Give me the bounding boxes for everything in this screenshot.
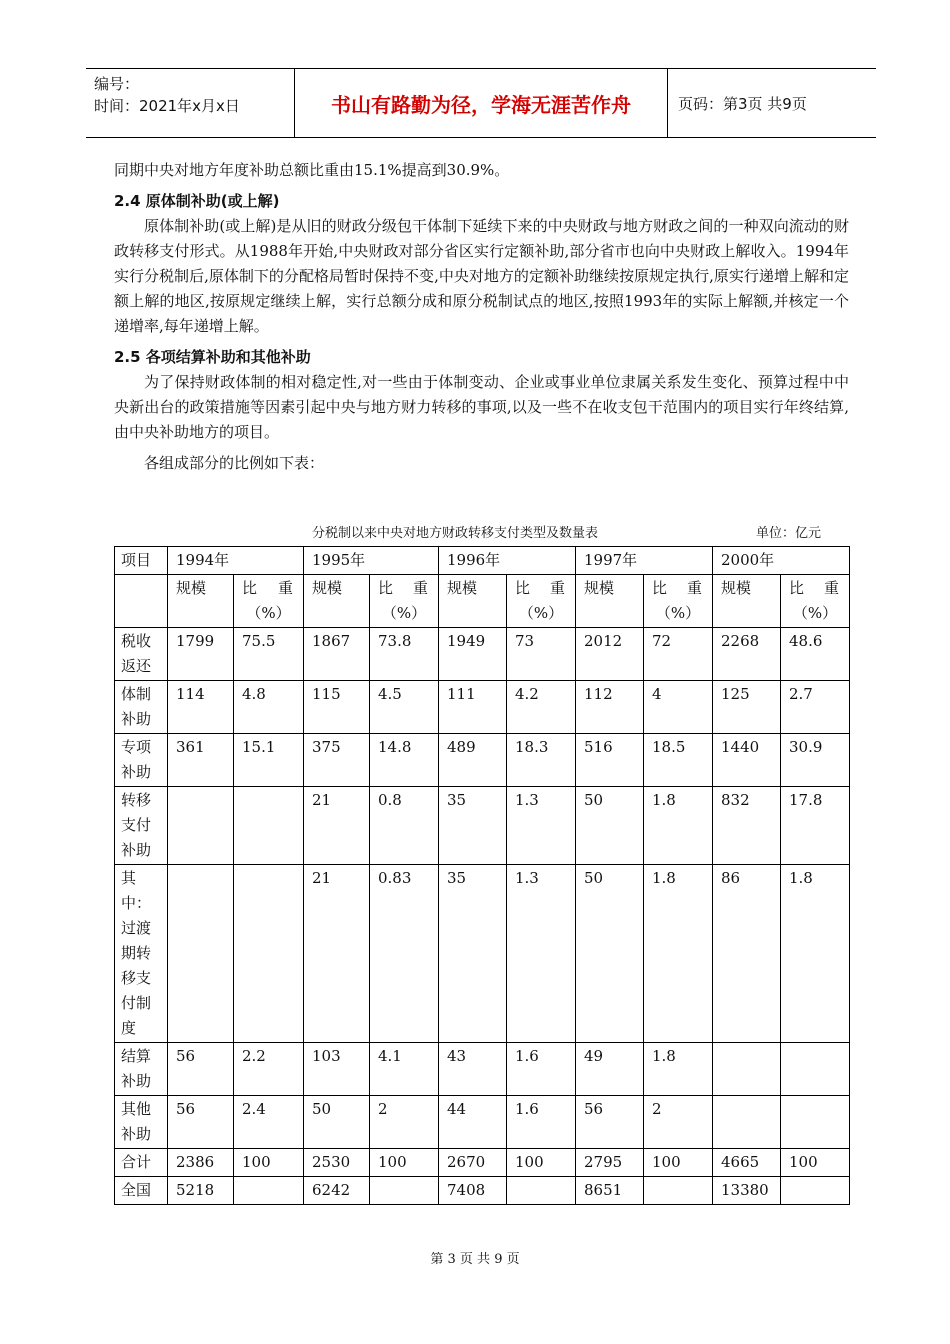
ratio-header-unit: （%） [518, 604, 564, 622]
scale-cell: 35 [439, 787, 507, 865]
ratio-header-b: 重 [549, 579, 565, 597]
scale-header: 规模 [168, 575, 234, 628]
ratio-cell: 4.1 [370, 1043, 439, 1096]
ratio-cell: 0.83 [370, 865, 439, 1043]
scale-cell: 21 [304, 787, 370, 865]
ratio-cell: 4.5 [370, 681, 439, 734]
ratio-cell: 1.8 [644, 865, 713, 1043]
scale-cell: 50 [304, 1096, 370, 1149]
table-row [115, 1149, 850, 1177]
page-header [86, 68, 876, 138]
ratio-cell: 30.9 [781, 734, 850, 787]
scale-cell: 44 [439, 1096, 507, 1149]
scale-cell: 1949 [439, 628, 507, 681]
ratio-cell: 1.8 [644, 1043, 713, 1096]
scale-cell: 2386 [168, 1149, 234, 1177]
table-row [115, 1177, 850, 1205]
ratio-cell [781, 1043, 850, 1096]
ratio-cell: 100 [234, 1149, 304, 1177]
scale-cell: 1867 [304, 628, 370, 681]
ratio-cell: 73.8 [370, 628, 439, 681]
row-label: 全国 [115, 1177, 168, 1205]
table-unit: 单位：亿元 [755, 526, 821, 541]
scale-cell: 8651 [576, 1177, 644, 1205]
ratio-cell [781, 1096, 850, 1149]
table-row [115, 628, 850, 681]
year-header: 1994年 [168, 547, 304, 575]
heading-2-5: 2.5 各项结算补助和其他补助 [114, 348, 311, 366]
table-row [115, 1096, 850, 1149]
table-row [115, 865, 850, 1043]
scale-cell: 2012 [576, 628, 644, 681]
scale-cell: 112 [576, 681, 644, 734]
paragraph-2-5: 为了保持财政体制的相对稳定性,对一些由于体制变动、企业或事业单位隶属关系发生变化、预算过程中中央新出台的政策措施等因素引起中央与地方财力转移的事项,以及一些不在收支包干范围内的项目实行年终结算,由中央补助地方的项目。 [114, 373, 849, 441]
ratio-header [644, 575, 713, 628]
scale-cell [713, 1043, 781, 1096]
header-meta [86, 69, 295, 137]
ratio-header-unit: （%） [792, 604, 838, 622]
ratio-cell: 1.6 [507, 1096, 576, 1149]
ratio-cell: 1.8 [781, 865, 850, 1043]
scale-header: 规模 [439, 575, 507, 628]
ratio-cell: 48.6 [781, 628, 850, 681]
scale-cell: 6242 [304, 1177, 370, 1205]
row-label: 合计 [115, 1149, 168, 1177]
scale-cell: 56 [168, 1096, 234, 1149]
scale-cell: 1799 [168, 628, 234, 681]
ratio-cell: 2 [370, 1096, 439, 1149]
scale-cell: 86 [713, 865, 781, 1043]
scale-cell: 43 [439, 1043, 507, 1096]
table-body [115, 628, 850, 1205]
scale-cell: 21 [304, 865, 370, 1043]
ratio-cell [370, 1177, 439, 1205]
scale-cell: 56 [168, 1043, 234, 1096]
item-header: 项目 [115, 547, 168, 575]
ratio-cell: 4 [644, 681, 713, 734]
ratio-header-b: 重 [277, 579, 293, 597]
scale-cell: 103 [304, 1043, 370, 1096]
scale-cell: 111 [439, 681, 507, 734]
scale-cell: 2670 [439, 1149, 507, 1177]
scale-cell: 125 [713, 681, 781, 734]
scale-cell: 13380 [713, 1177, 781, 1205]
scale-cell: 375 [304, 734, 370, 787]
ratio-cell: 73 [507, 628, 576, 681]
scale-cell [168, 787, 234, 865]
ratio-cell [234, 787, 304, 865]
ratio-cell: 4.8 [234, 681, 304, 734]
scale-cell: 35 [439, 865, 507, 1043]
paragraph-2-4: 原体制补助(或上解)是从旧的财政分级包干体制下延续下来的中央财政与地方财政之间的一种双向流动的财政转移支付形式。从1988年开始,中央财政对部分省区实行定额补助,部分省市也向中央财政上解收入。1994年实行分税制后,原体制下的分配格局暂时保持不变,中央对地方的定额补助继续按原规定执行,原实行递增上解和定额上解的地区,按原规定继续上解，实行总额分成和原分税制试点的地区,按照1993年的实际上解额,并核定一个递增率,每年递增上解。 [114, 217, 849, 335]
ratio-header-unit: （%） [246, 604, 291, 622]
ratio-cell: 15.1 [234, 734, 304, 787]
table-row [115, 787, 850, 865]
paragraph-table-intro: 各组成部分的比例如下表： [144, 454, 325, 472]
table-row [115, 734, 850, 787]
ratio-cell: 4.2 [507, 681, 576, 734]
time-label: 时间：2021年x月x日 [94, 97, 240, 115]
scale-header: 规模 [576, 575, 644, 628]
empty-cell [115, 575, 168, 628]
ratio-cell [234, 865, 304, 1043]
scale-cell: 7408 [439, 1177, 507, 1205]
ratio-cell: 100 [781, 1149, 850, 1177]
ratio-cell: 14.8 [370, 734, 439, 787]
table-title: 分税制以来中央对地方财政转移支付类型及数量表 [312, 526, 599, 541]
row-label: 税收返还 [115, 628, 168, 681]
row-label: 其中：过渡期转移支付制度 [115, 865, 168, 1043]
body-text [114, 158, 849, 476]
paragraph-intro: 同期中央对地方年度补助总额比重由15.1%提高到30.9%。 [114, 161, 510, 179]
ratio-header-b: 重 [412, 579, 428, 597]
ratio-header [507, 575, 576, 628]
scale-cell: 361 [168, 734, 234, 787]
scale-cell: 114 [168, 681, 234, 734]
ratio-cell: 100 [644, 1149, 713, 1177]
scale-cell: 489 [439, 734, 507, 787]
ratio-header-b: 重 [823, 579, 839, 597]
scale-cell [168, 865, 234, 1043]
scale-cell: 2268 [713, 628, 781, 681]
page-footer: 第 3 页 共 9 页 [430, 1252, 520, 1267]
ratio-header-b: 重 [686, 579, 702, 597]
row-label: 结算补助 [115, 1043, 168, 1096]
row-label: 其他补助 [115, 1096, 168, 1149]
scale-cell: 49 [576, 1043, 644, 1096]
scale-cell [713, 1096, 781, 1149]
scale-header: 规模 [304, 575, 370, 628]
ratio-header-unit: （%） [655, 604, 701, 622]
ratio-header [781, 575, 850, 628]
table-row [115, 681, 850, 734]
ratio-cell: 17.8 [781, 787, 850, 865]
scale-cell: 2530 [304, 1149, 370, 1177]
row-label: 体制补助 [115, 681, 168, 734]
scale-cell: 56 [576, 1096, 644, 1149]
scale-cell: 5218 [168, 1177, 234, 1205]
ratio-header-a: 比 [515, 579, 531, 597]
ratio-cell: 100 [370, 1149, 439, 1177]
ratio-cell: 75.5 [234, 628, 304, 681]
scale-cell: 832 [713, 787, 781, 865]
ratio-cell [234, 1177, 304, 1205]
table-year-row [115, 547, 850, 575]
ratio-header-a: 比 [652, 579, 668, 597]
ratio-cell: 1.3 [507, 865, 576, 1043]
number-label: 编号： [94, 75, 140, 93]
scale-cell: 50 [576, 787, 644, 865]
scale-header: 规模 [713, 575, 781, 628]
ratio-cell: 18.3 [507, 734, 576, 787]
ratio-cell: 100 [507, 1149, 576, 1177]
header-page-info: 页码：第3页 共9页 [678, 94, 807, 113]
transfer-payment-table [114, 546, 850, 1205]
ratio-header-a: 比 [242, 579, 258, 597]
ratio-cell: 1.6 [507, 1043, 576, 1096]
ratio-cell: 2.4 [234, 1096, 304, 1149]
ratio-cell: 72 [644, 628, 713, 681]
scale-cell: 50 [576, 865, 644, 1043]
ratio-cell: 1.8 [644, 787, 713, 865]
row-label: 专项补助 [115, 734, 168, 787]
ratio-header-unit: （%） [381, 604, 427, 622]
table-row [115, 1043, 850, 1096]
ratio-header-a: 比 [789, 579, 805, 597]
row-label: 转移支付补助 [115, 787, 168, 865]
heading-2-4: 2.4 原体制补助(或上解) [114, 192, 280, 210]
year-header: 2000年 [713, 547, 850, 575]
ratio-cell: 2.7 [781, 681, 850, 734]
scale-cell: 2795 [576, 1149, 644, 1177]
year-header: 1995年 [304, 547, 439, 575]
scale-cell: 1440 [713, 734, 781, 787]
ratio-header [234, 575, 304, 628]
scale-cell: 516 [576, 734, 644, 787]
ratio-header-a: 比 [378, 579, 394, 597]
year-header: 1996年 [439, 547, 576, 575]
scale-cell: 4665 [713, 1149, 781, 1177]
table-caption [114, 518, 849, 542]
ratio-cell [507, 1177, 576, 1205]
ratio-cell: 1.3 [507, 787, 576, 865]
ratio-cell [644, 1177, 713, 1205]
table-subheader-row [115, 575, 850, 628]
ratio-header [370, 575, 439, 628]
ratio-cell: 2 [644, 1096, 713, 1149]
ratio-cell: 2.2 [234, 1043, 304, 1096]
year-header: 1997年 [576, 547, 713, 575]
ratio-cell: 0.8 [370, 787, 439, 865]
scale-cell: 115 [304, 681, 370, 734]
ratio-cell: 18.5 [644, 734, 713, 787]
header-motto: 书山有路勤为径，学海无涯苦作舟 [295, 69, 668, 137]
ratio-cell [781, 1177, 850, 1205]
